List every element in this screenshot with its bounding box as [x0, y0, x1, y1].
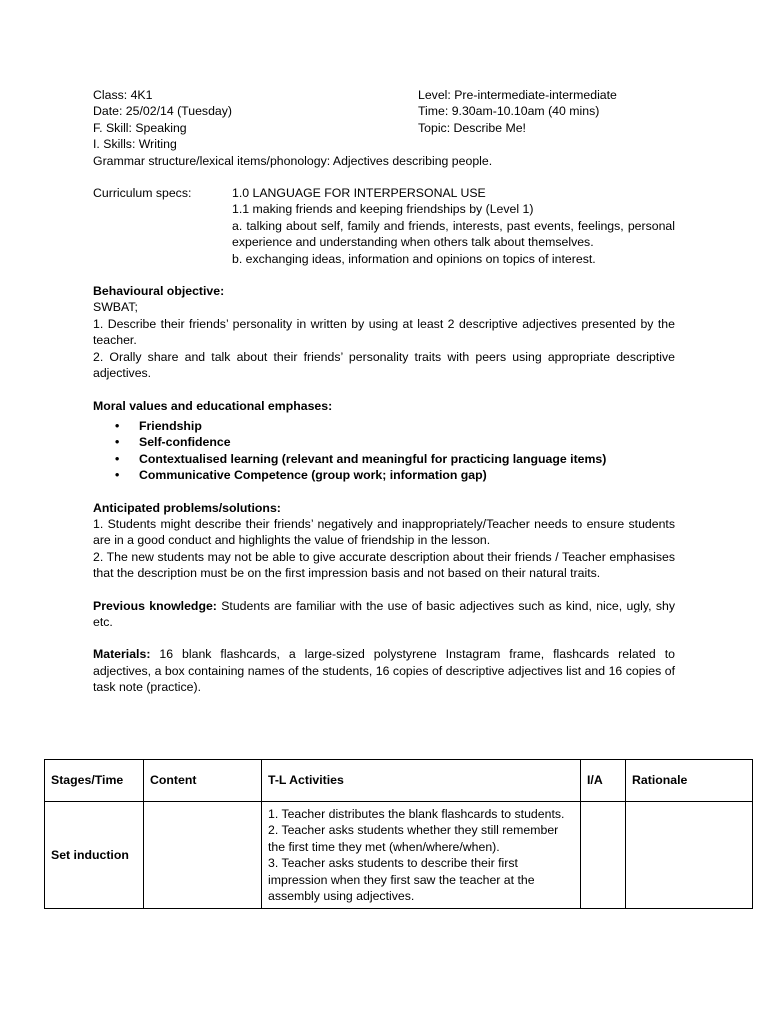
header-content: Content [144, 760, 262, 802]
problems-heading: Anticipated problems/solutions: [93, 500, 281, 515]
list-item: • Communicative Competence (group work; information gap) [139, 467, 675, 483]
activities-cell [262, 802, 581, 909]
list-item: • Self-confidence [139, 434, 675, 450]
curriculum-label: Curriculum specs: [93, 186, 192, 201]
previous-label: Previous knowledge: [93, 598, 217, 613]
materials [93, 646, 675, 695]
integrated-skills-label: I. Skills: Writing [93, 137, 177, 152]
objective-heading: Behavioural objective: [93, 284, 225, 299]
problems-item-1: 1. Students might describe their friends’ negatively and inappropriately/Teacher needs to ensure students are in a good conduct and highlights the value of friendship in the lesson. [93, 516, 675, 548]
previous-knowledge [93, 598, 675, 631]
header-row-1 [93, 87, 675, 103]
objective-item-2: 2. Orally share and talk about their friends’ personality traits with peers using appropriate descriptive adjectives. [93, 349, 675, 381]
activity-3: 3. Teacher asks students to describe their first impression when they first saw the teacher at the assembly using adjectives. [268, 856, 535, 904]
table-header-row [45, 760, 753, 802]
header-row-3 [93, 120, 675, 136]
curriculum-line-1: 1.0 LANGUAGE FOR INTERPERSONAL USE [232, 186, 486, 201]
materials-label: Materials: [93, 647, 151, 662]
topic-label: Topic: Describe Me! [418, 120, 526, 135]
curriculum-line-2: 1.1 making friends and keeping friendships by (Level 1) [232, 202, 534, 217]
moral-heading: Moral values and educational emphases: [93, 398, 333, 413]
header-activities: T-L Activities [262, 760, 581, 802]
stage-cell: Set induction [45, 802, 144, 909]
header-row-2 [93, 103, 675, 119]
date-label: Date: 25/02/14 (Tuesday) [93, 104, 232, 119]
focus-skill-label: F. Skill: Speaking [93, 120, 187, 135]
list-item: • Contextualised learning (relevant and meaningful for practicing language items) [139, 451, 675, 467]
curriculum-item-b: b. exchanging ideas, information and opinions on topics of interest. [232, 251, 596, 266]
header-ia: I/A [581, 760, 626, 802]
content-cell [144, 802, 262, 909]
objective-swbat: SWBAT; [93, 300, 138, 315]
anticipated-problems [93, 500, 675, 582]
lesson-plan [93, 87, 675, 696]
header-stages: Stages/Time [45, 760, 144, 802]
problems-item-2: 2. The new students may not be able to give accurate description about their friends / Teacher emphasises that the description must be on the first impression basis and not based on their natural traits. [93, 549, 675, 581]
moral-values [93, 398, 675, 484]
table-row [45, 802, 753, 909]
activity-1: 1. Teacher distributes the blank flashcards to students. [268, 807, 565, 821]
curriculum-specs [93, 185, 675, 267]
curriculum-item-a: a. talking about self, family and friends, interests, past events, feelings, personal experience and understanding when others talk about themselves. [232, 218, 675, 250]
header-rationale: Rationale [626, 760, 753, 802]
time-label: Time: 9.30am-10.10am (40 mins) [418, 104, 600, 119]
rationale-cell [626, 802, 753, 909]
objective-item-1: 1. Describe their friends’ personality in written by using at least 2 descriptive adjectives presented by the teacher. [93, 316, 675, 348]
previous-text: Students are familiar with the use of basic adjectives such as kind, nice, ugly, shy etc. [93, 598, 675, 629]
lesson-table [44, 759, 753, 909]
ia-cell [581, 802, 626, 909]
materials-text: 16 blank flashcards, a large-sized polystyrene Instagram frame, flashcards related to adjectives, a box containing names of the students, 16 copies of descriptive adjectives list and 16 copies of task note (practice). [93, 647, 675, 695]
level-label: Level: Pre-intermediate-intermediate [418, 88, 617, 102]
moral-list [93, 418, 675, 484]
class-label: Class: 4K1 [93, 88, 153, 102]
behavioural-objective [93, 283, 675, 381]
activity-2: 2. Teacher asks students whether they still remember the first time they met (when/where/when). [268, 823, 559, 854]
grammar-label: Grammar structure/lexical items/phonology: Adjectives describing people. [93, 153, 493, 168]
list-item: • Friendship [139, 418, 675, 434]
